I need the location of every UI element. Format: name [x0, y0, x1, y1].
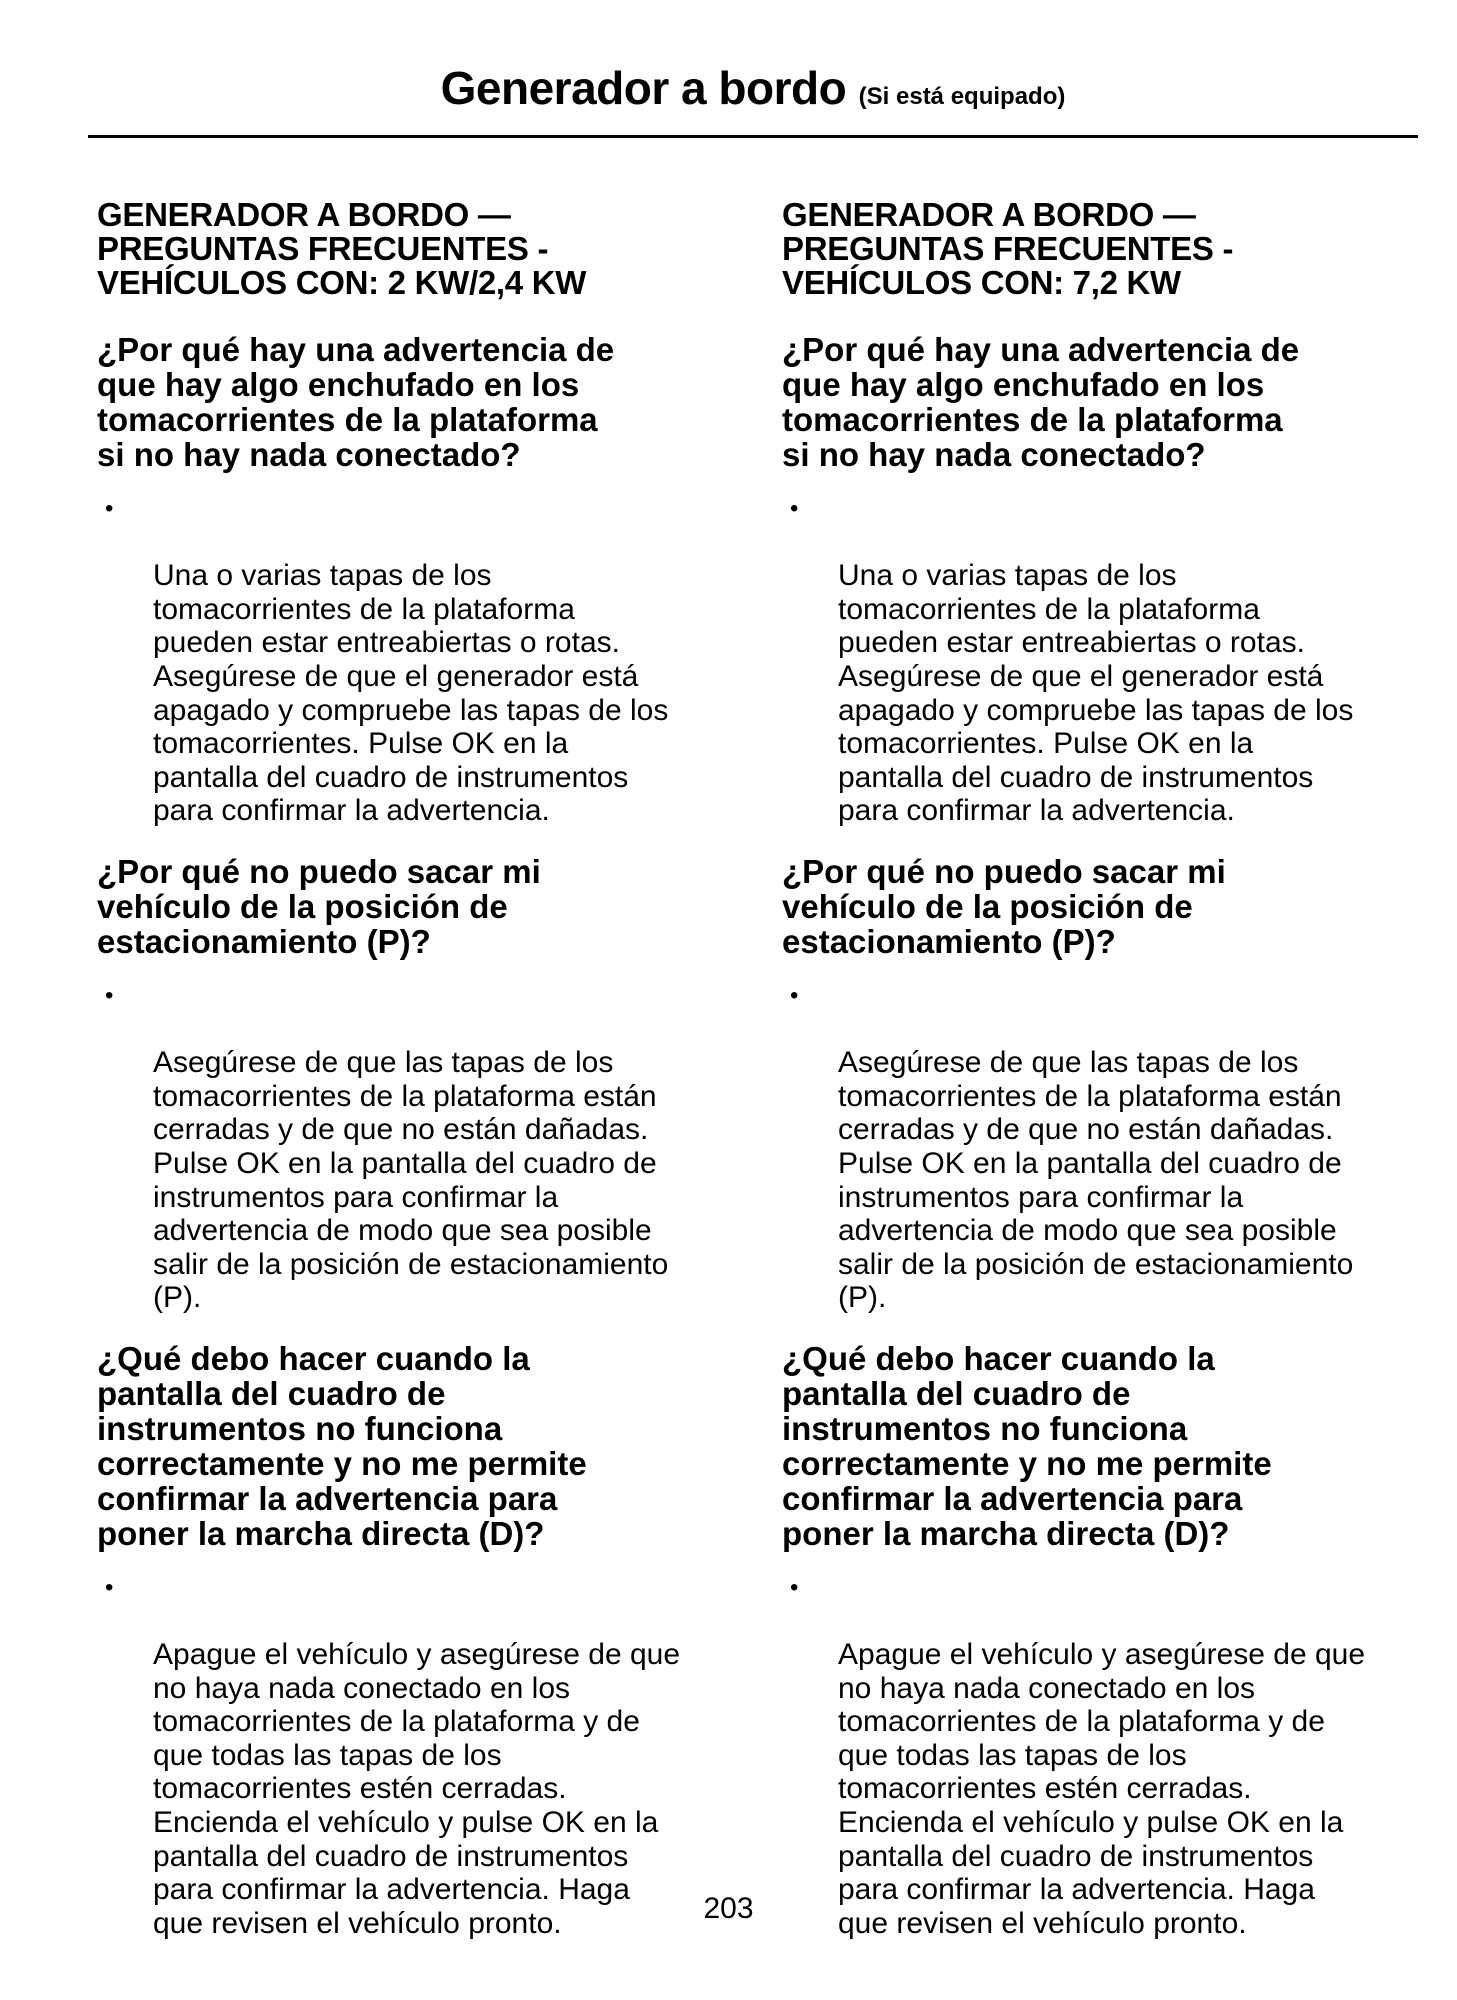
faq-item [97, 332, 727, 828]
bullet-icon: • [790, 981, 799, 1009]
bullet-icon: • [790, 1573, 799, 1601]
faq-answer: Una o varias tapas de los tomacorrientes de la plataforma pueden estar entreabiertas o rotas. Asegúrese de que el generador está apagado y compruebe las tapas de los tomacorrientes. Pulse OK en la pantalla del cuadro de instrumentos para confirmar la advertencia. [838, 559, 1354, 828]
bullet-icon: • [790, 495, 799, 522]
faq-answer: Asegúrese de que las tapas de los tomacorrientes de la plataforma están cerradas y de que no están dañadas. Pulse OK en la pantalla del cuadro de instrumentos para confirmar la advertencia de modo que sea posible salir de la posición de estacionamiento (P). [838, 1046, 1354, 1315]
faq-item [782, 854, 1412, 1315]
faq-question: ¿Qué debo hacer cuando la pantalla del cuadro de instrumentos no funciona correctamente y no me permite confirmar la advertencia para poner la marcha directa (D)? [97, 1339, 587, 1552]
faq-question: ¿Por qué hay una advertencia de que hay algo enchufado en los tomacorrientes de la plataforma si no hay nada conectado? [782, 331, 1300, 473]
left-column [97, 198, 727, 1966]
page-number: 203 [703, 1892, 754, 1925]
bullet-icon: • [105, 495, 114, 522]
faq-answer-list-item [97, 492, 727, 828]
bullet-icon: • [105, 981, 114, 1009]
faq-answer: Asegúrese de que las tapas de los tomacorrientes de la plataforma están cerradas y de que no están dañadas. Pulse OK en la pantalla del cuadro de instrumentos para confirmar la advertencia de modo que sea posible salir de la posición de estacionamiento (P). [153, 1046, 669, 1315]
section-title: GENERADOR A BORDO — PREGUNTAS FRECUENTES - VEHÍCULOS CON: 2 KW/2,4 KW [97, 196, 587, 301]
faq-item [97, 854, 727, 1315]
faq-answer-list-item [782, 1571, 1412, 1941]
right-column [782, 198, 1412, 1966]
page-header [88, 58, 1418, 138]
bullet-icon: • [105, 1573, 114, 1601]
faq-item [97, 1341, 727, 1941]
faq-answer: Una o varias tapas de los tomacorrientes de la plataforma pueden estar entreabiertas o rotas. Asegúrese de que el generador está apagado y compruebe las tapas de los tomacorrientes. Pulse OK en la pantalla del cuadro de instrumentos para confirmar la advertencia. [153, 559, 669, 828]
page-subtitle: (Si está equipado) [858, 83, 1066, 110]
faq-question: ¿Por qué no puedo sacar mi vehículo de la posición de estacionamiento (P)? [782, 852, 1226, 960]
faq-answer-list-item [782, 979, 1412, 1315]
faq-question: ¿Qué debo hacer cuando la pantalla del cuadro de instrumentos no funciona correctamente y no me permite confirmar la advertencia para poner la marcha directa (D)? [782, 1339, 1272, 1552]
section-title: GENERADOR A BORDO — PREGUNTAS FRECUENTES - VEHÍCULOS CON: 7,2 KW [782, 196, 1234, 301]
page-title: Generador a bordo [440, 62, 847, 114]
faq-answer: Apague el vehículo y asegúrese de que no haya nada conectado en los tomacorrientes de la plataforma y de que todas las tapas de los tomacorrientes estén cerradas. Encienda el vehículo y pulse OK en la pantalla del cuadro de instrumentos para confirmar la advertencia. Haga que revisen el vehículo pronto. [153, 1638, 681, 1940]
faq-answer-list-item [782, 492, 1412, 828]
faq-question: ¿Por qué hay una advertencia de que hay algo enchufado en los tomacorrientes de la plataforma si no hay nada conectado? [97, 331, 615, 473]
faq-answer-list-item [97, 1571, 727, 1941]
faq-question: ¿Por qué no puedo sacar mi vehículo de la posición de estacionamiento (P)? [97, 852, 541, 960]
faq-answer: Apague el vehículo y asegúrese de que no haya nada conectado en los tomacorrientes de la plataforma y de que todas las tapas de los tomacorrientes estén cerradas. Encienda el vehículo y pulse OK en la pantalla del cuadro de instrumentos para confirmar la advertencia. Haga que revisen el vehículo pronto. [838, 1638, 1366, 1940]
faq-item [782, 332, 1412, 828]
faq-item [782, 1341, 1412, 1941]
faq-answer-list-item [97, 979, 727, 1315]
